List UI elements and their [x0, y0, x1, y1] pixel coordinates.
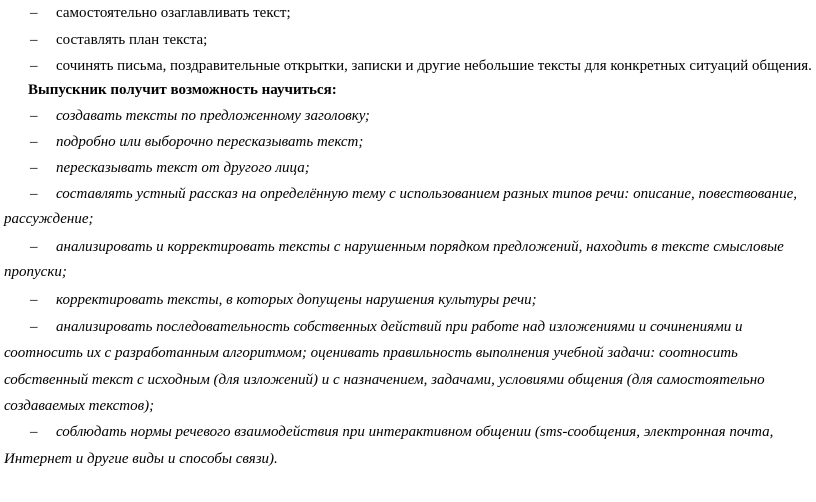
dash-marker: – — [30, 239, 38, 255]
dash-marker: – — [30, 186, 38, 202]
list-item-text: составлять устный рассказ на определённую тему с использованием разных типов речи: описание, повествование, — [56, 186, 798, 202]
dash-marker: – — [30, 5, 38, 21]
list-item-text: анализировать последовательность собственных действий при работе над изложениями и сочинениями и — [56, 319, 743, 335]
dash-marker: – — [30, 108, 38, 124]
list-item-text: составлять план текста; — [56, 32, 208, 48]
dash-marker: – — [30, 160, 38, 176]
dash-marker: – — [30, 292, 38, 308]
list-item-text: корректировать тексты, в которых допущены нарушения культуры речи; — [56, 292, 537, 308]
list-item-text: подробно или выборочно пересказывать текст; — [56, 134, 364, 150]
list-item-text: создаваемых текстов); — [4, 398, 155, 414]
list-item-text: собственный текст с исходным (для изложений) и с назначением, задачами, условиями общения (для самостоятельно — [4, 372, 765, 388]
list-item-text: соблюдать нормы речевого взаимодействия при интерактивном общении (sms-сообщения, электронная почта, — [56, 424, 774, 440]
list-item-text: сочинять письма, поздравительные открытки, записки и другие небольшие тексты для конкретных ситуаций общения. — [56, 58, 812, 74]
list-item-text: пересказывать текст от другого лица; — [56, 160, 310, 176]
dash-marker: – — [30, 319, 38, 335]
dash-marker: – — [30, 424, 38, 440]
list-item-text: анализировать и корректировать тексты с нарушенным порядком предложений, находить в тексте смысловые — [56, 239, 784, 255]
dash-marker: – — [30, 58, 38, 74]
dash-marker: – — [30, 32, 38, 48]
list-item-text: соотносить их с разработанным алгоритмом; оценивать правильность выполнения учебной задачи: соотносить — [4, 345, 738, 361]
list-item-text: самостоятельно озаглавливать текст; — [56, 5, 291, 21]
heading-text: Выпускник получит возможность научиться: — [28, 82, 337, 98]
list-item-text: пропуски; — [4, 264, 67, 280]
list-item-text: рассуждение; — [4, 211, 94, 227]
list-item-text: создавать тексты по предложенному заголовку; — [56, 108, 370, 124]
dash-marker: – — [30, 134, 38, 150]
list-item-text: Интернет и другие виды и способы связи). — [4, 451, 278, 467]
